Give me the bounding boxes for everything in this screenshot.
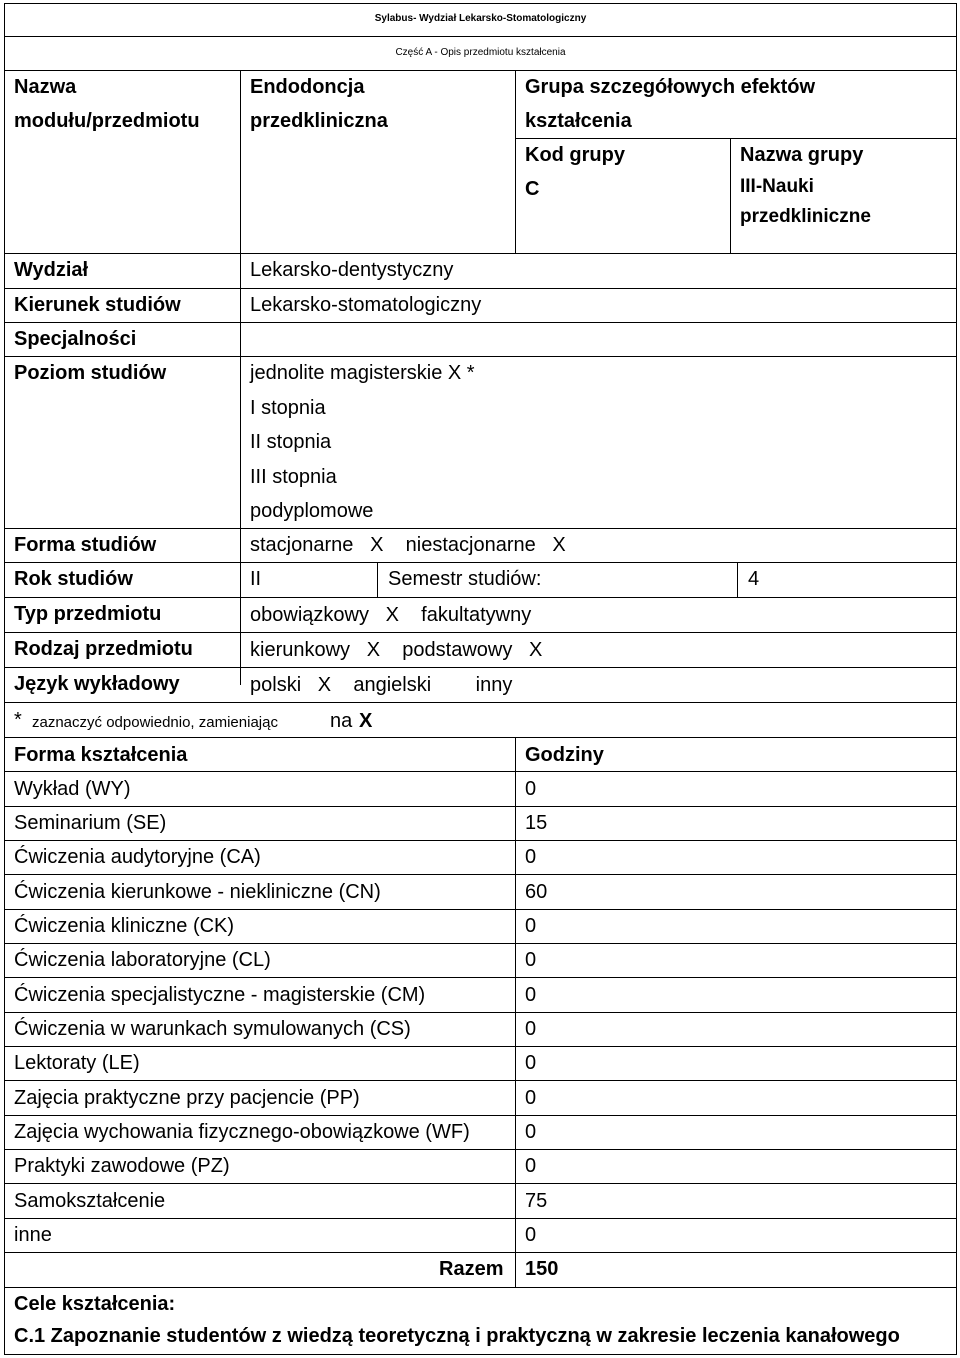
- poziom-option: I stopnia: [250, 397, 326, 419]
- poziom-option: III stopnia: [250, 466, 337, 488]
- hours-header-form: Forma kształcenia: [14, 744, 188, 766]
- semestr-value: 4: [748, 568, 760, 590]
- note-na: na: [330, 710, 353, 732]
- module-label-line2: modułu/przedmiotu: [14, 110, 200, 132]
- note-x: X: [359, 710, 373, 732]
- goals-c1: C.1 Zapoznanie studentów z wiedzą teoretyczną i praktyczną w zakresie leczenia kanałowego: [14, 1325, 900, 1347]
- hours-row-name: Zajęcia wychowania fizycznego-obowiązkowe (WF): [14, 1121, 470, 1143]
- wydzial-value: Lekarsko-dentystyczny: [250, 259, 454, 281]
- hours-header-hours: Godziny: [525, 744, 604, 766]
- module-value-line1: Endodoncja: [250, 76, 365, 98]
- hours-row-value: 0: [525, 1087, 537, 1109]
- poziom-option: podyplomowe: [250, 500, 374, 522]
- group-name-line2: przedkliniczne: [740, 206, 871, 227]
- rodzaj-value: kierunkowy X podstawowy X: [250, 639, 543, 661]
- hours-row-value: 75: [525, 1190, 548, 1212]
- rok-label: Rok studiów: [14, 568, 133, 590]
- group-code-label: Kod grupy: [525, 144, 625, 166]
- forma-label: Forma studiów: [14, 534, 157, 556]
- jezyk-label: Język wykładowy: [14, 673, 180, 695]
- hours-row-name: Lektoraty (LE): [14, 1052, 140, 1074]
- hours-row-name: inne: [14, 1224, 52, 1246]
- hours-row-name: Praktyki zawodowe (PZ): [14, 1155, 230, 1177]
- hours-row-name: Seminarium (SE): [14, 812, 167, 834]
- hours-row-value: 0: [525, 949, 537, 971]
- group-label-line2: kształcenia: [525, 110, 632, 132]
- poziom-option: jednolite magisterskie X *: [250, 362, 475, 384]
- hours-row-name: Ćwiczenia w warunkach symulowanych (CS): [14, 1018, 411, 1040]
- hours-row-name: Ćwiczenia audytoryjne (CA): [14, 846, 261, 868]
- hours-row-name: Samokształcenie: [14, 1190, 166, 1212]
- hours-row-value: 0: [525, 1224, 537, 1246]
- module-value-line2: przedkliniczna: [250, 110, 388, 132]
- hours-row-value: 0: [525, 1018, 537, 1040]
- hours-row-value: 60: [525, 881, 548, 903]
- semestr-label: Semestr studiów:: [388, 568, 542, 590]
- hours-row-name: Ćwiczenia kierunkowe - niekliniczne (CN): [14, 881, 381, 903]
- hours-total-label: Razem: [439, 1258, 504, 1280]
- group-name-label: Nazwa grupy: [740, 144, 864, 166]
- kierunek-label: Kierunek studiów: [14, 294, 181, 316]
- group-label-line1: Grupa szczegółowych efektów: [525, 76, 816, 98]
- poziom-label: Poziom studiów: [14, 362, 167, 384]
- forma-value: stacjonarne X niestacjonarne X: [250, 534, 566, 556]
- hours-row-value: 0: [525, 984, 537, 1006]
- note-text: zaznaczyć odpowiednio, zamieniając: [32, 714, 278, 731]
- hours-row-name: Zajęcia praktyczne przy pacjencie (PP): [14, 1087, 360, 1109]
- goals-label: Cele kształcenia:: [14, 1293, 176, 1315]
- hours-row-value: 0: [525, 846, 537, 868]
- hours-row-name: Wykład (WY): [14, 778, 131, 800]
- rok-value: II: [250, 568, 262, 590]
- wydzial-label: Wydział: [14, 259, 89, 281]
- module-label-line1: Nazwa: [14, 76, 77, 98]
- kierunek-value: Lekarsko-stomatologiczny: [250, 294, 482, 316]
- page-title: Sylabus- Wydział Lekarsko-Stomatologiczny: [374, 13, 587, 24]
- group-name-line1: III-Nauki: [740, 176, 814, 197]
- hours-row-value: 0: [525, 1155, 537, 1177]
- hours-row-value: 0: [525, 1052, 537, 1074]
- jezyk-value: polski X angielski inny: [250, 674, 513, 696]
- hours-row-name: Ćwiczenia laboratoryjne (CL): [14, 949, 271, 971]
- hours-total-value: 150: [525, 1258, 559, 1280]
- hours-row-value: 0: [525, 778, 537, 800]
- hours-row-value: 15: [525, 812, 548, 834]
- note-star: *: [14, 709, 22, 731]
- rodzaj-label: Rodzaj przedmiotu: [14, 638, 193, 660]
- hours-row-name: Ćwiczenia kliniczne (CK): [14, 915, 235, 937]
- specjalnosci-label: Specjalności: [14, 328, 137, 350]
- poziom-option: II stopnia: [250, 431, 332, 453]
- typ-label: Typ przedmiotu: [14, 603, 162, 625]
- typ-value: obowiązkowy X fakultatywny: [250, 604, 532, 626]
- hours-row-value: 0: [525, 1121, 537, 1143]
- page-subtitle: Część A - Opis przedmiotu kształcenia: [395, 47, 566, 58]
- group-code-value: C: [525, 178, 540, 200]
- hours-row-value: 0: [525, 915, 537, 937]
- hours-row-name: Ćwiczenia specjalistyczne - magisterskie (CM): [14, 984, 426, 1006]
